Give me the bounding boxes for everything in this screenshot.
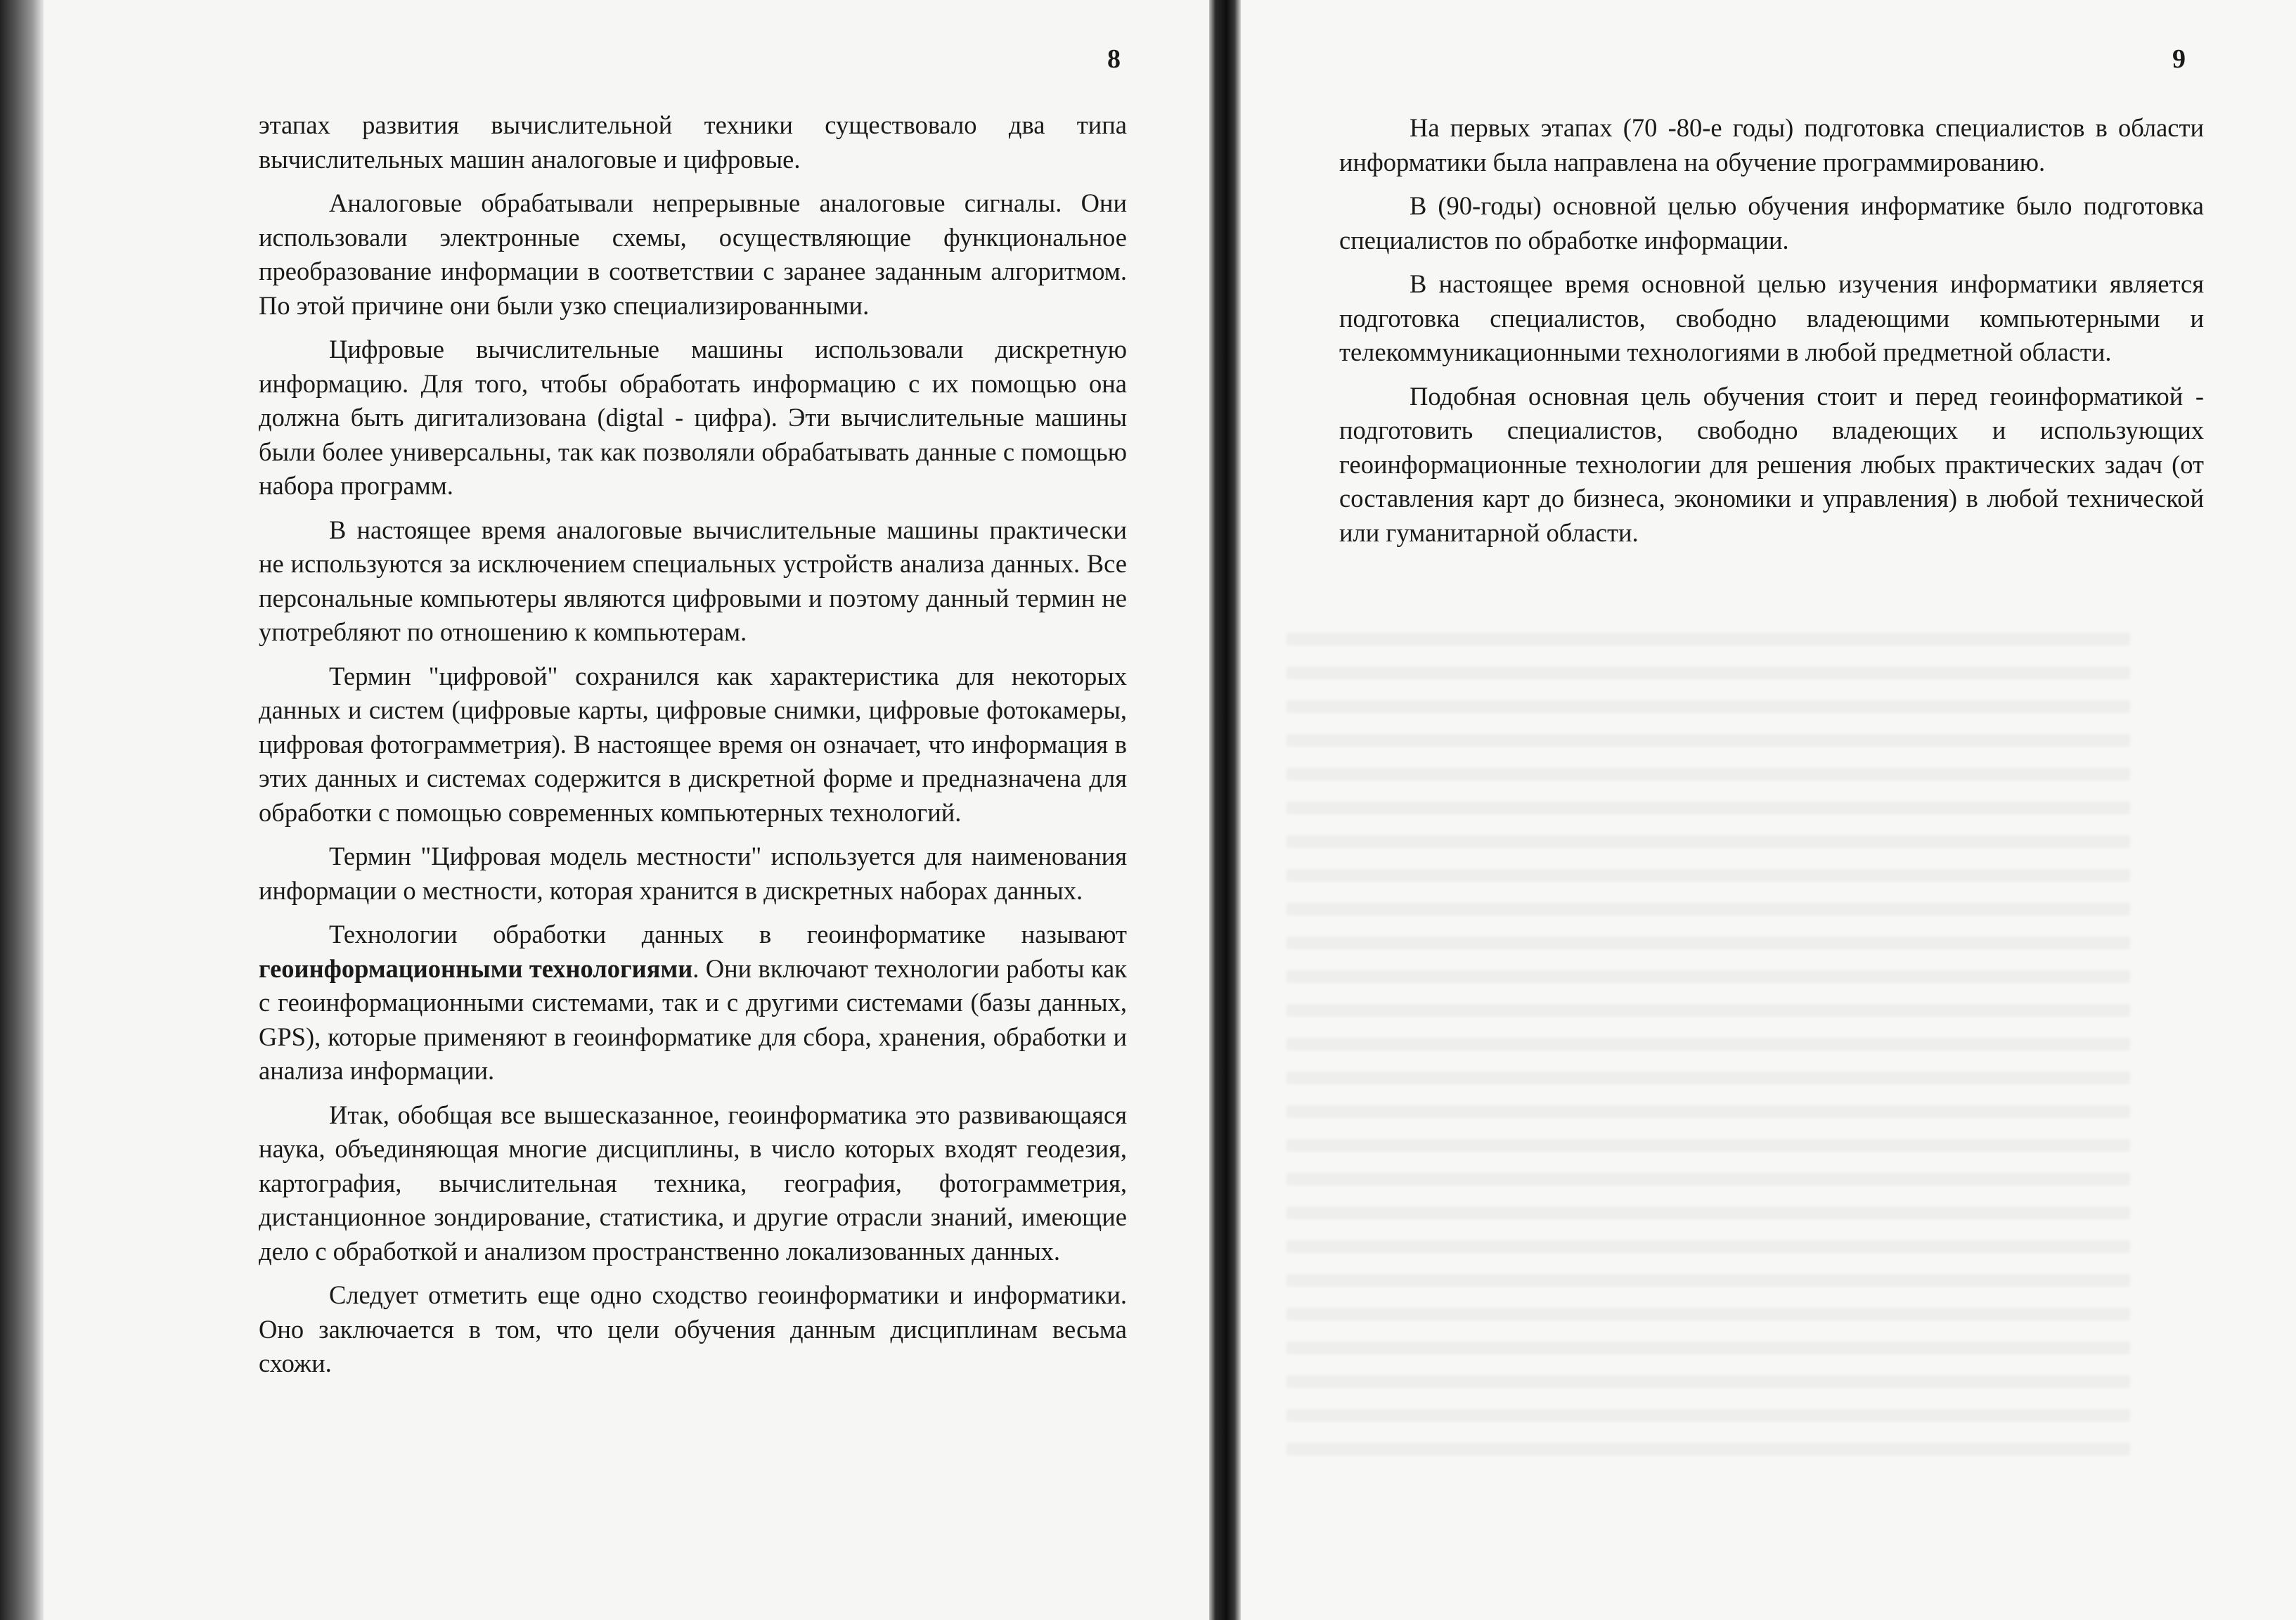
- paragraph: В настоящее время основной целью изучения информатики является подготовка специалистов, свободно владеющими компьютерными и телекоммуникационными технологиями в любой предметной области.: [1339, 269, 2204, 366]
- page-number-left: 8: [1107, 44, 1121, 74]
- paragraph: Термин "Цифровая модель местности" используется для наименования информации о местности, которая хранится в дискретных наборах данных.: [259, 842, 1127, 905]
- bleed-through-text: [1286, 633, 2130, 1477]
- paragraph: На первых этапах (70 -80-е годы) подготовка специалистов в области информатики была направлена на обучение программированию.: [1339, 113, 2204, 176]
- paragraph-with-bold-term: [259, 918, 1127, 1088]
- scan-edge-shadow: [0, 0, 44, 1620]
- paragraph: Итак, обобщая все вышесказанное, геоинформатика это развивающаяся наука, объединяющая многие дисциплины, в число которых входят геодезия, картография, вычислительная техника, география, фотограмметрия, дистанционное зондирование, статистика, и другие отрасли знаний, имеющие дело с обработкой и анализом пространственно локализованных данных.: [259, 1100, 1127, 1266]
- paragraph: Термин "цифровой" сохранился как характеристика для некоторых данных и систем (цифровые карты, цифровые снимки, цифровые фотокамеры, цифровая фотограмметрия). В настоящее время он означает, что информация в этих данных и системах содержится в дискретной форме и предназначена для обработки с помощью современных компьютерных технологий.: [259, 661, 1127, 827]
- paragraph-rest: . Они включают технологии работы как с геоинформационными системами, так и с другими системами (базы данных, GPS), которые применяют в геоинформатике для сбора, хранения, обработки и анализа информации.: [259, 953, 1127, 1085]
- book-gutter: [1209, 0, 1241, 1620]
- page-number-right: 9: [2172, 44, 2186, 74]
- paragraph: этапах развития вычислительной техники существовало два типа вычислительных машин аналоговые и цифровые.: [259, 110, 1127, 174]
- paragraph: В (90-годы) основной целью обучения информатике было подготовка специалистов по обработке информации.: [1339, 191, 2204, 255]
- paragraph: Подобная основная цель обучения стоит и перед геоинформатикой - подготовить специалистов, свободно владеющих и использующих геоинформационные технологии для решения любых практических задач (от составления карт до бизнеса, экономики и управления) в любой технической или гуманитарной области.: [1339, 381, 2204, 547]
- left-page-text: [259, 108, 1127, 1391]
- paragraph: Аналоговые обрабатывали непрерывные аналоговые сигналы. Они использовали электронные схемы, осуществляющие функциональное преобразование информации в соответствии с заранее заданным алгоритмом. По этой причине они были узко специализированными.: [259, 188, 1127, 320]
- right-page-text: [1339, 111, 2204, 560]
- paragraph: В настоящее время аналоговые вычислительные машины практически не используются за исключением специальных устройств анализа данных. Все персональные компьютеры являются цифровыми и поэтому данный термин не употребляют по отношению к компьютерам.: [259, 515, 1127, 646]
- bold-term: геоинформационными технологиями: [259, 953, 693, 983]
- paragraph: Цифровые вычислительные машины использовали дискретную информацию. Для того, чтобы обработать информацию с их помощью она должна быть дигитализована (digtal - цифра). Эти вычислительные машины были более универсальны, так как позволяли обрабатывать данные с помощью набора программ.: [259, 335, 1127, 500]
- paragraph-lead: Технологии обработки данных в геоинформатике называют: [329, 920, 1127, 949]
- paragraph: Следует отметить еще одно сходство геоинформатики и информатики. Оно заключается в том, что цели обучения данным дисциплинам весьма схожи.: [259, 1280, 1127, 1377]
